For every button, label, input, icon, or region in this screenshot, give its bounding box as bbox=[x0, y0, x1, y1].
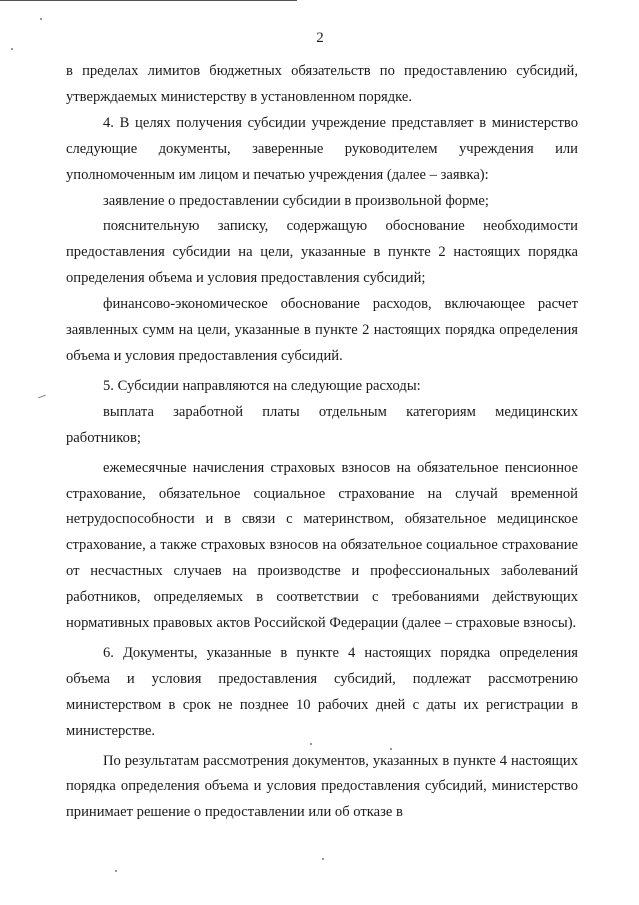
page-number: 2 bbox=[316, 30, 324, 46]
paragraph-review-results: По результатам рассмотрения документов, указанных в пункте 4 настоящих порядка определения объема и условия предоставления субсидий, министерство принимает решение о предоставлении или об отказе в bbox=[66, 752, 578, 821]
paragraph-application: заявление о предоставлении субсидии в произвольной форме; bbox=[103, 192, 489, 209]
scan-speck bbox=[390, 748, 392, 750]
paragraph-budget-limits: в пределах лимитов бюджетных обязательств по предоставлению субсидий, утверждаемых министерству в установленном порядке. bbox=[66, 63, 578, 105]
paragraph-salary: выплата заработной платы отдельным категориям медицинских работников; bbox=[66, 403, 578, 446]
paragraph-explanatory-note: пояснительную записку, содержащую обоснование необходимости предоставления субсидии на цели, указанные в пункте 2 настоящих порядка определения объема и условия предоставления субсидий; bbox=[66, 218, 578, 287]
top-rule bbox=[0, 0, 297, 1]
scan-mark bbox=[38, 395, 46, 399]
scan-speck bbox=[310, 743, 312, 745]
scan-speck bbox=[322, 858, 324, 860]
scan-speck bbox=[115, 870, 117, 872]
paragraph-item-6: 6. Документы, указанные в пункте 4 настоящих порядка определения объема и условия предоставления субсидий, подлежат рассмотрению министерством в срок не позднее 10 рабочих дней с даты их регистрации в министерстве. bbox=[66, 644, 578, 739]
paragraph-item-5: 5. Субсидии направляются на следующие расходы: bbox=[103, 377, 421, 394]
scan-speck bbox=[40, 18, 42, 20]
paragraph-insurance-contributions: ежемесячные начисления страховых взносов на обязательное пенсионное страхование, обязательное социальное страхование на случай временной нетрудоспособности и в связи с материнством, обязательное медицинское страхование, а также страховых взносов на обязательное социальное страхование от несчастных случаев на производстве и профессиональных заболеваний работников, определяемых в соответствии с требованиями действующих нормативных правовых актов Российской Федерации (далее – страховые взносы). bbox=[66, 459, 578, 632]
document-body bbox=[66, 59, 578, 826]
paragraph-financial-justification: финансово-экономическое обоснование расходов, включающее расчет заявленных сумм на цели, указанные в пункте 2 настоящих порядка определения объема и условия предоставления субсидий. bbox=[66, 296, 578, 364]
scan-speck bbox=[11, 48, 13, 50]
paragraph-item-4: 4. В целях получения субсидии учреждение представляет в министерство следующие документы, заверенные руководителем учреждения или уполномоченным им лицом и печатью учреждения (далее – заявка): bbox=[66, 114, 578, 183]
